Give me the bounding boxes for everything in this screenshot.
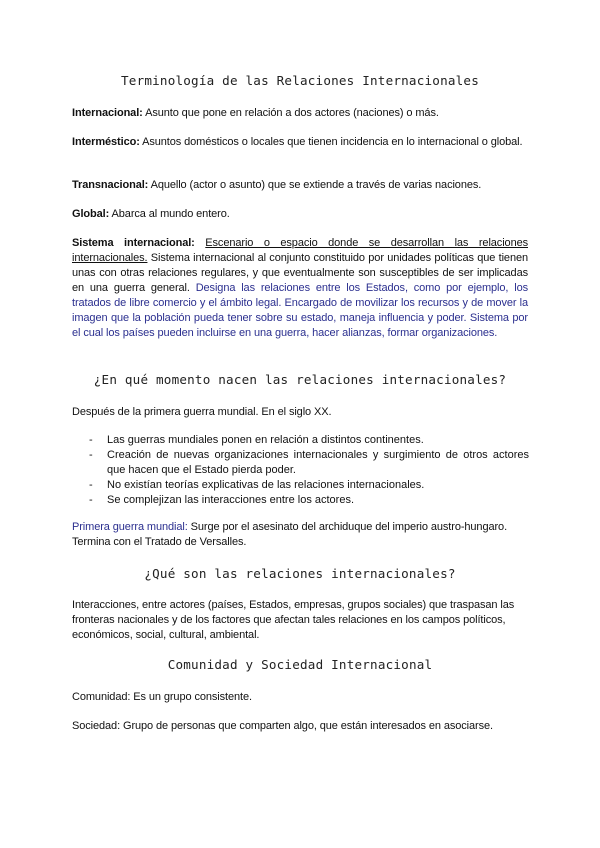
bullet-list <box>89 433 529 508</box>
list-item-text: Creación de nuevas organizaciones internacionales y surgimiento de otros actores que hacen que el Estado pierda poder. <box>107 449 529 476</box>
term-label: Interméstico: <box>72 136 140 148</box>
term-label: Transnacional: <box>72 179 149 191</box>
list-item-text: Las guerras mundiales ponen en relación a distintos continentes. <box>107 434 424 446</box>
list-item <box>89 493 529 508</box>
term-label: Sistema internacional: <box>72 237 195 249</box>
definition-global <box>72 207 528 222</box>
list-item <box>89 433 529 448</box>
pgm-label: Primera guerra mundial: <box>72 521 188 533</box>
comunidad-paragraph: Comunidad: Es un grupo consistente. <box>72 691 252 703</box>
definition-intermestico <box>72 135 528 150</box>
term-underlined: Escenario o espacio donde se desarrollan las relaciones internacionales. <box>72 237 528 264</box>
definition-sistema-internacional <box>72 236 528 341</box>
section-heading-que-son: ¿Qué son las relaciones internacionales? <box>144 566 456 581</box>
bullet-dash: - <box>89 449 93 461</box>
page-title: Terminología de las Relaciones Internacionales <box>121 73 479 88</box>
term-blue-text: Designa las relaciones entre los Estados, como por ejemplo, los tratados de libre comercio y el ámbito legal. Encargado de movilizar los recursos y de mover la imagen que la población pueda tener sobre su estado, maneja influencia y poder. Sistema por el cual los países pueden incluirse en una guerra, hacer alianzas, formar organizaciones. <box>72 282 528 339</box>
list-item-text: No existían teorías explicativas de las relaciones internacionales. <box>107 479 425 491</box>
section-intro: Después de la primera guerra mundial. En el siglo XX. <box>72 406 332 418</box>
sociedad-paragraph: Sociedad: Grupo de personas que comparten algo, que están interesados en asociarse. <box>72 720 493 732</box>
bullet-dash: - <box>89 479 93 491</box>
list-item <box>89 448 529 478</box>
term-text: Asunto que pone en relación a dos actores (naciones) o más. <box>142 107 439 119</box>
definition-transnacional <box>72 178 528 193</box>
que-son-paragraph: Interacciones, entre actores (países, Estados, empresas, grupos sociales) que traspasan las fronteras nacionales y de los factores que afectan tales relaciones en los campos políticos, económicos, social, cultural, ambiental. <box>72 599 515 641</box>
section-heading-comunidad: Comunidad y Sociedad Internacional <box>167 657 433 672</box>
section-heading-nacen: ¿En qué momento nacen las relaciones internacionales? <box>93 372 507 387</box>
definition-internacional <box>72 106 528 121</box>
primera-guerra-paragraph <box>72 520 528 550</box>
term-text: Abarca al mundo entero. <box>109 208 230 220</box>
bullet-dash: - <box>89 434 93 446</box>
list-item <box>89 478 529 493</box>
list-item-text: Se complejizan las interacciones entre los actores. <box>107 494 355 506</box>
term-label: Global: <box>72 208 110 220</box>
term-text: Aquello (actor o asunto) que se extiende a través de varias naciones. <box>148 179 482 191</box>
term-text: Sistema internacional al conjunto constituido por unidades políticas que tienen unas con otras relaciones regulares, y que eventualmente son susceptibles de ser implicadas en una guerra general. <box>72 252 528 294</box>
bullet-dash: - <box>89 494 93 506</box>
term-label: Internacional: <box>72 107 143 119</box>
pgm-text: Surge por el asesinato del archiduque del imperio austro-hungaro. Termina con el Tratado de Versalles. <box>72 521 508 548</box>
term-text: Asuntos domésticos o locales que tienen incidencia en lo internacional o global. <box>139 136 523 148</box>
